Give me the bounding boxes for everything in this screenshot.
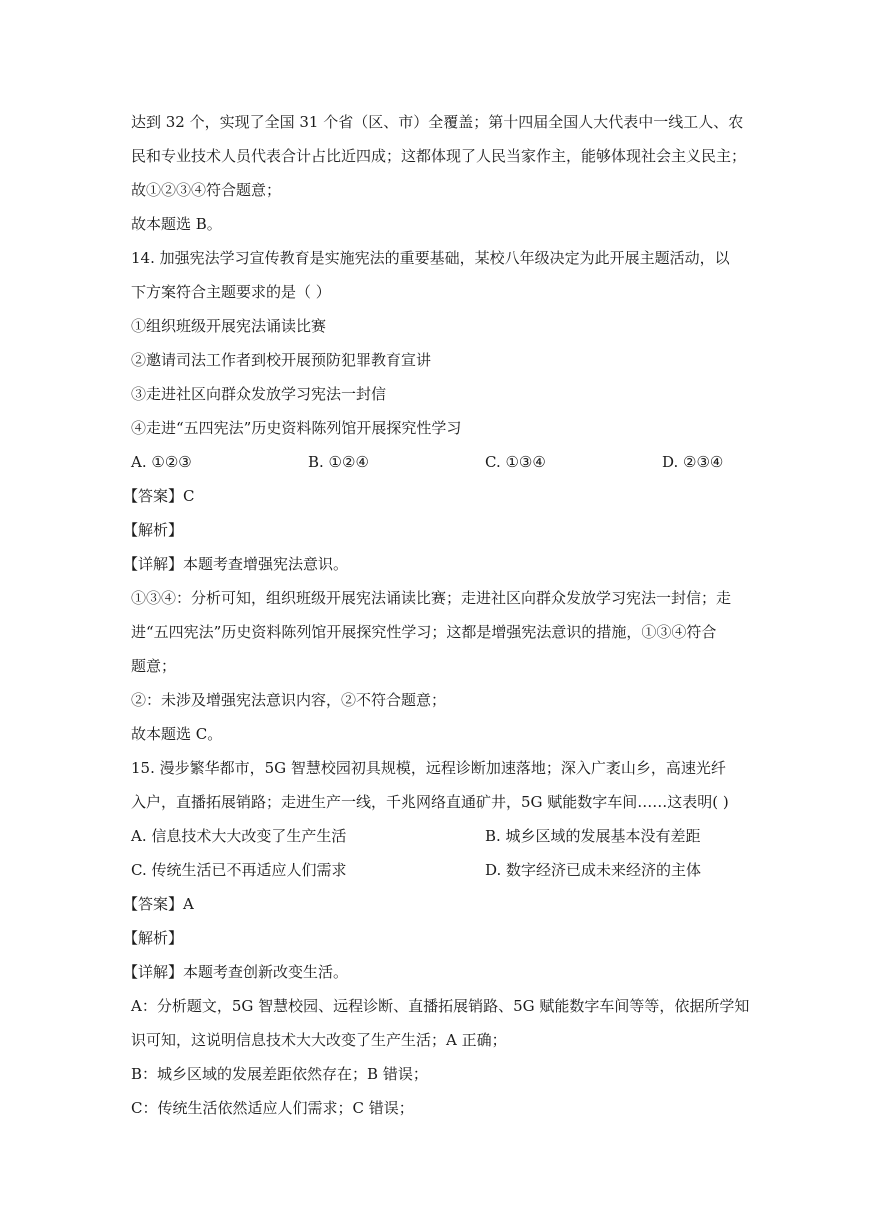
option-c: C. ①③④ — [485, 453, 546, 471]
option-c: C. 传统生活已不再适应人们需求 — [131, 861, 347, 879]
question-15-stem: 15. 漫步繁华都市，5G 智慧校园初具规模，远程诊断加速落地；深入广袤山乡，高速光纤 — [131, 759, 726, 777]
answer-label: 【答案】A — [123, 895, 194, 913]
detail-line: C：传统生活依然适应人们需求；C 错误； — [131, 1099, 414, 1117]
option-a: A. ①②③ — [131, 453, 192, 471]
detail-line: 题意； — [131, 657, 177, 675]
text-line: 民和专业技术人员代表合计占比近四成；这都体现了人民当家作主，能够体现社会主义民主； — [131, 147, 747, 165]
statement-item: ④走进“五四宪法”历史资料陈列馆开展探究性学习 — [131, 419, 462, 437]
option-d: D. ②③④ — [662, 453, 724, 471]
text-line: 故本题选 B。 — [131, 215, 222, 233]
statement-item: ③走进社区向群众发放学习宪法一封信 — [131, 385, 387, 403]
statement-item: ②邀请司法工作者到校开展预防犯罪教育宣讲 — [131, 351, 432, 369]
detail-line: ①③④：分析可知，组织班级开展宪法诵读比赛；走进社区向群众发放学习宪法一封信；走 — [131, 589, 732, 607]
analysis-label: 【解析】 — [123, 521, 184, 539]
option-b: B. 城乡区域的发展基本没有差距 — [485, 827, 701, 845]
text-line: 故①②③④符合题意； — [131, 181, 282, 199]
statement-item: ①组织班级开展宪法诵读比赛 — [131, 317, 327, 335]
question-14-stem: 14. 加强宪法学习宣传教育是实施宪法的重要基础，某校八年级决定为此开展主题活动，以 — [131, 249, 730, 267]
detail-line: ②：未涉及增强宪法意识内容，②不符合题意； — [131, 691, 447, 709]
detail-line: 【详解】本题考查增强宪法意识。 — [123, 555, 349, 573]
detail-line: 【详解】本题考查创新改变生活。 — [123, 963, 349, 981]
question-14-stem: 下方案符合主题要求的是（ ） — [131, 283, 331, 301]
detail-line: 进“五四宪法”历史资料陈列馆开展探究性学习；这都是增强宪法意识的措施，①③④符合 — [131, 623, 717, 641]
detail-line: B：城乡区域的发展差距依然存在；B 错误； — [131, 1065, 428, 1083]
detail-line: A：分析题文，5G 智慧校园、远程诊断、直播拓展销路、5G 赋能数字车间等等，依据所学知 — [131, 997, 750, 1015]
option-a: A. 信息技术大大改变了生产生活 — [131, 827, 347, 845]
option-b: B. ①②④ — [308, 453, 369, 471]
question-15-stem: 入户，直播拓展销路；走进生产一线，千兆网络直通矿井，5G 赋能数字车间……这表明( ) — [131, 793, 729, 811]
detail-line: 识可知，这说明信息技术大大改变了生产生活；A 正确； — [131, 1031, 507, 1049]
text-line: 达到 32 个，实现了全国 31 个省（区、市）全覆盖；第十四届全国人大代表中一线工人、农 — [131, 113, 744, 131]
analysis-label: 【解析】 — [123, 929, 184, 947]
answer-label: 【答案】C — [123, 487, 195, 505]
option-d: D. 数字经济已成未来经济的主体 — [485, 861, 702, 879]
detail-line: 故本题选 C。 — [131, 725, 223, 743]
